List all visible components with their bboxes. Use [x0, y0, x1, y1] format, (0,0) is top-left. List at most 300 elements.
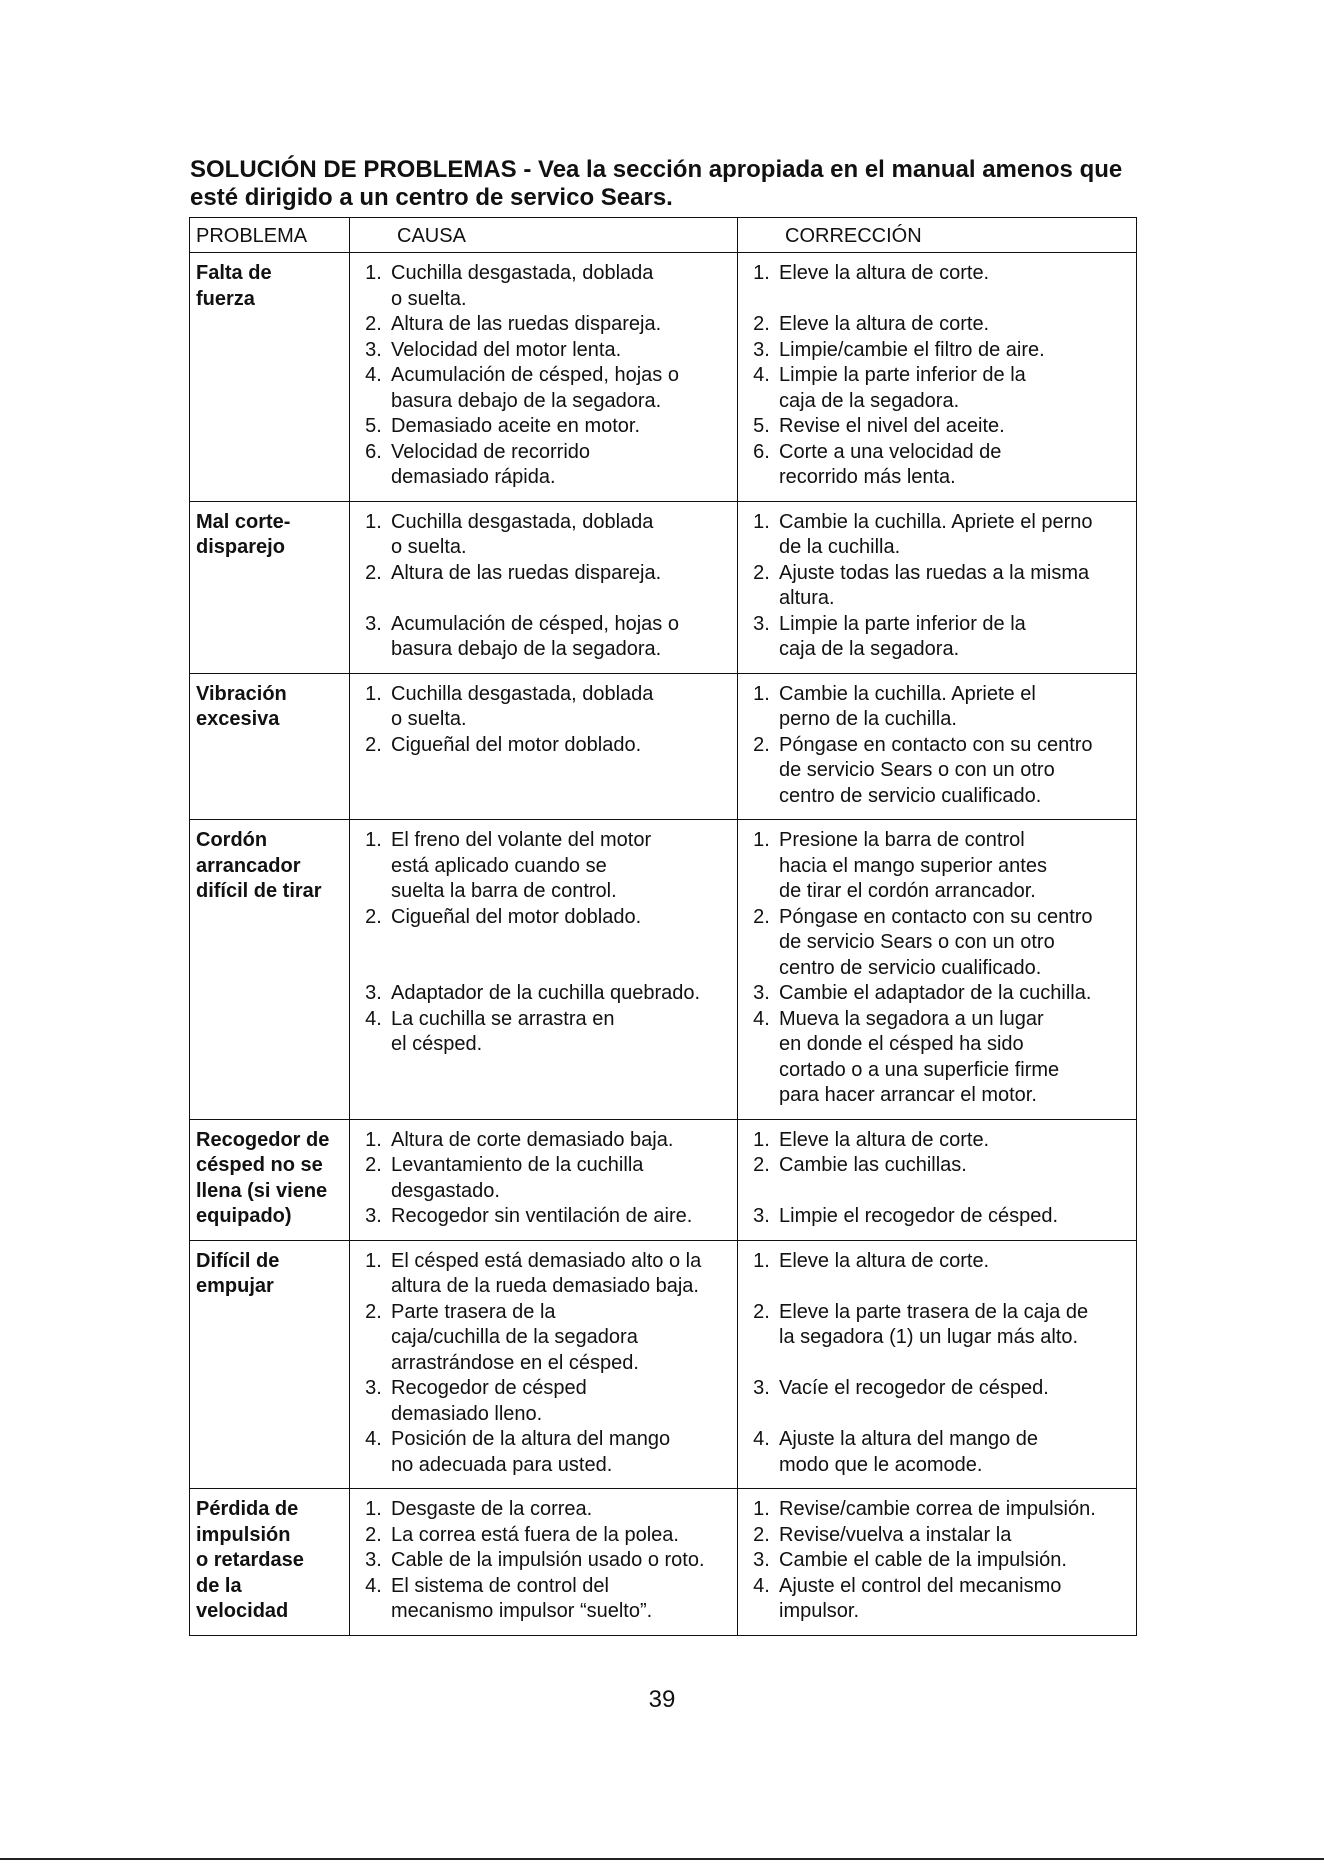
- correction-number: 3.: [753, 1205, 770, 1227]
- correction-item: [744, 414, 1130, 440]
- correction-text-line: para hacer arrancar el motor.: [779, 1084, 1037, 1106]
- cause-number: 3.: [365, 338, 382, 361]
- correction-text: [779, 510, 1130, 561]
- correction-text: [779, 440, 1130, 491]
- correction-number: 4.: [753, 1574, 770, 1597]
- correction-item: [744, 1497, 1130, 1523]
- correction-text-line: de la cuchilla.: [779, 536, 901, 558]
- blank-line: [391, 586, 731, 612]
- correction-item: [744, 905, 1130, 982]
- cause-item: [356, 1548, 731, 1574]
- correction-text: [779, 363, 1130, 414]
- cause-text: [391, 1376, 731, 1427]
- cause-text: [391, 414, 731, 440]
- cause-cell: [350, 1119, 738, 1240]
- correction-cell: [738, 1489, 1137, 1636]
- correction-text: [779, 261, 1130, 312]
- correction-cell: [738, 820, 1137, 1120]
- correction-text-line: Presione la barra de control: [779, 829, 1025, 851]
- correction-number: 1.: [753, 829, 770, 851]
- correction-text-line: la segadora (1) un lugar más alto.: [779, 1326, 1079, 1348]
- correction-text-line: Corte a una velocidad de: [779, 440, 1002, 463]
- cause-number: 2.: [365, 733, 382, 756]
- cause-text-line: Cable de la impulsión usado o roto.: [391, 1549, 705, 1571]
- correction-item: [744, 1574, 1130, 1625]
- cause-item: [356, 682, 731, 733]
- correction-item: [744, 733, 1130, 810]
- correction-text: [779, 1497, 1130, 1523]
- correction-number: 1.: [753, 1498, 770, 1520]
- cause-item: [356, 261, 731, 312]
- correction-item: [744, 828, 1130, 905]
- correction-text-line: Eleve la altura de corte.: [779, 1128, 990, 1151]
- correction-text: [779, 1574, 1130, 1625]
- cause-text-line: El sistema de control del: [391, 1574, 609, 1597]
- cause-item: [356, 1300, 731, 1377]
- cause-item: [356, 981, 731, 1007]
- correction-number: 2.: [753, 733, 770, 756]
- correction-text-line: Cambie el adaptador de la cuchilla.: [779, 982, 1092, 1004]
- cause-text: [391, 905, 731, 982]
- correction-text-line: centro de servicio cualificado.: [779, 784, 1042, 807]
- correction-cell: [738, 253, 1137, 502]
- cause-number: 6.: [365, 440, 382, 463]
- cause-item: [356, 1497, 731, 1523]
- correction-text-line: de servicio Sears o con un otro: [779, 759, 1055, 781]
- cause-text: [391, 1128, 731, 1154]
- cause-cell: [350, 1489, 738, 1636]
- blank-line: [779, 1402, 1130, 1428]
- correction-text-line: Cambie el cable de la impulsión.: [779, 1549, 1067, 1571]
- correction-text-line: Limpie el recogedor de césped.: [779, 1205, 1059, 1227]
- cause-number: 3.: [365, 1549, 382, 1571]
- correction-text-line: Cambie las cuchillas.: [779, 1154, 967, 1176]
- cause-text: [391, 1548, 731, 1574]
- correction-text: [779, 1300, 1130, 1377]
- cause-text-line: Cigueñal del motor doblado.: [391, 905, 642, 928]
- correction-text: [779, 338, 1130, 364]
- cause-item: [356, 905, 731, 982]
- page-number: 39: [648, 1686, 676, 1713]
- correction-cell: [738, 501, 1137, 673]
- table-row: [190, 1489, 1137, 1636]
- problem-label-line: difícil de tirar: [196, 880, 322, 902]
- correction-number: 1.: [753, 1128, 770, 1151]
- cause-text-line: demasiado lleno.: [391, 1402, 543, 1425]
- correction-item: [744, 1204, 1130, 1230]
- correction-text: [779, 733, 1130, 810]
- problem-cell: [190, 1240, 350, 1489]
- correction-number: 2.: [753, 561, 770, 584]
- correction-text: [779, 1007, 1130, 1109]
- cause-item: [356, 338, 731, 364]
- cause-text-line: Cuchilla desgastada, doblada: [391, 682, 654, 705]
- correction-item: [744, 312, 1130, 338]
- correction-number: 4.: [753, 1428, 770, 1450]
- header-problema: PROBLEMA: [190, 218, 350, 253]
- cause-text-line: mecanismo impulsor “suelto”.: [391, 1600, 653, 1622]
- problem-label-line: empujar: [196, 1275, 274, 1297]
- correction-number: 2.: [753, 905, 770, 928]
- cause-text-line: La correa está fuera de la polea.: [391, 1523, 679, 1546]
- cause-text-line: Recogedor sin ventilación de aire.: [391, 1205, 693, 1227]
- cause-item: [356, 1427, 731, 1478]
- correction-text: [779, 1153, 1130, 1204]
- cause-text-line: Cuchilla desgastada, doblada: [391, 510, 654, 533]
- cause-item: [356, 1153, 731, 1204]
- cause-text-line: Altura de corte demasiado baja.: [391, 1128, 674, 1151]
- table-row: [190, 1240, 1137, 1489]
- correction-text: [779, 1204, 1130, 1230]
- correction-cell: [738, 1240, 1137, 1489]
- correction-text-line: Eleve la parte trasera de la caja de: [779, 1300, 1089, 1323]
- correction-text: [779, 1128, 1130, 1154]
- problem-label-line: Falta de: [196, 262, 272, 284]
- cause-text-line: Acumulación de césped, hojas o: [391, 364, 679, 386]
- cause-text-line: Desgaste de la correa.: [391, 1498, 593, 1520]
- cause-text-line: está aplicado cuando se: [391, 854, 607, 877]
- correction-number: 2.: [753, 1300, 770, 1323]
- correction-text-line: Eleve la altura de corte.: [779, 313, 990, 335]
- correction-item: [744, 1300, 1130, 1377]
- cause-text: [391, 1497, 731, 1523]
- problem-label-line: disparejo: [196, 536, 285, 558]
- cause-text-line: arrastrándose en el césped.: [391, 1351, 639, 1374]
- problem-label-line: fuerza: [196, 287, 255, 310]
- correction-number: 3.: [753, 1549, 770, 1571]
- cause-text-line: o suelta.: [391, 536, 467, 558]
- cause-text: [391, 312, 731, 338]
- cause-number: 3.: [365, 982, 382, 1004]
- correction-text-line: de tirar el cordón arrancador.: [779, 880, 1036, 902]
- correction-item: [744, 1427, 1130, 1478]
- cause-text: [391, 440, 731, 491]
- correction-text: [779, 1427, 1130, 1478]
- correction-text-line: Limpie/cambie el filtro de aire.: [779, 338, 1045, 361]
- cause-item: [356, 828, 731, 905]
- cause-item: [356, 363, 731, 414]
- cause-number: 1.: [365, 1128, 382, 1151]
- cause-cell: [350, 673, 738, 820]
- problem-label-line: equipado): [196, 1205, 292, 1227]
- cause-text: [391, 338, 731, 364]
- cause-text: [391, 1153, 731, 1204]
- blank-line: [391, 956, 731, 982]
- cause-item: [356, 1574, 731, 1625]
- cause-item: [356, 1376, 731, 1427]
- correction-cell: [738, 1119, 1137, 1240]
- table-header-row: [190, 218, 1137, 253]
- cause-text: [391, 1427, 731, 1478]
- problem-label-line: de la: [196, 1574, 242, 1597]
- cause-item: [356, 1249, 731, 1300]
- cause-text-line: el césped.: [391, 1033, 483, 1055]
- cause-text-line: Altura de las ruedas dispareja.: [391, 313, 662, 335]
- bottom-rule: [0, 1858, 1324, 1860]
- cause-text-line: basura debajo de la segadora.: [391, 389, 662, 412]
- correction-text-line: Vacíe el recogedor de césped.: [779, 1377, 1049, 1399]
- problem-label-line: impulsión: [196, 1523, 291, 1546]
- cause-text: [391, 363, 731, 414]
- blank-line: [779, 1351, 1130, 1377]
- cause-text-line: desgastado.: [391, 1179, 500, 1202]
- correction-cell: [738, 673, 1137, 820]
- cause-text-line: suelta la barra de control.: [391, 880, 617, 902]
- cause-text-line: o suelta.: [391, 287, 467, 310]
- correction-number: 6.: [753, 440, 770, 463]
- troubleshooting-table: [189, 217, 1137, 1636]
- cause-number: 3.: [365, 1205, 382, 1227]
- cause-number: 4.: [365, 1574, 382, 1597]
- cause-text-line: demasiado rápida.: [391, 466, 556, 488]
- correction-text-line: recorrido más lenta.: [779, 466, 956, 488]
- correction-number: 3.: [753, 612, 770, 635]
- correction-text: [779, 905, 1130, 982]
- cause-item: [356, 414, 731, 440]
- correction-item: [744, 1007, 1130, 1109]
- correction-item: [744, 1249, 1130, 1300]
- correction-item: [744, 612, 1130, 663]
- cause-text-line: Parte trasera de la: [391, 1300, 556, 1323]
- correction-number: 4.: [753, 1007, 770, 1030]
- cause-item: [356, 561, 731, 612]
- cause-item: [356, 510, 731, 561]
- cause-text-line: Acumulación de césped, hojas o: [391, 612, 679, 635]
- cause-item: [356, 1007, 731, 1058]
- problem-cell: [190, 820, 350, 1120]
- problem-label-line: llena (si viene: [196, 1179, 328, 1202]
- correction-item: [744, 1153, 1130, 1204]
- correction-text: [779, 981, 1130, 1007]
- cause-cell: [350, 253, 738, 502]
- cause-text-line: La cuchilla se arrastra en: [391, 1007, 615, 1030]
- problem-cell: [190, 253, 350, 502]
- table-row: [190, 501, 1137, 673]
- correction-text: [779, 682, 1130, 733]
- cause-text-line: Recogedor de césped: [391, 1377, 587, 1399]
- cause-number: 2.: [365, 1300, 382, 1323]
- correction-text-line: caja de la segadora.: [779, 638, 960, 660]
- cause-number: 4.: [365, 364, 382, 386]
- cause-text: [391, 733, 731, 759]
- cause-text: [391, 682, 731, 733]
- cause-text: [391, 828, 731, 905]
- cause-number: 1.: [365, 510, 382, 533]
- cause-item: [356, 1523, 731, 1549]
- correction-item: [744, 363, 1130, 414]
- header-causa: CAUSA: [350, 218, 738, 253]
- cause-text: [391, 1249, 731, 1300]
- correction-text-line: Ajuste el control del mecanismo: [779, 1574, 1062, 1597]
- correction-text-line: Ajuste la altura del mango de: [779, 1428, 1039, 1450]
- correction-number: 3.: [753, 982, 770, 1004]
- correction-text-line: Ajuste todas las ruedas a la misma: [779, 561, 1090, 584]
- correction-text: [779, 312, 1130, 338]
- cause-text: [391, 1523, 731, 1549]
- problem-label-line: arrancador: [196, 854, 301, 877]
- cause-number: 3.: [365, 1377, 382, 1399]
- correction-text-line: Revise/cambie correa de impulsión.: [779, 1498, 1096, 1520]
- problem-label-line: velocidad: [196, 1600, 289, 1622]
- correction-text-line: centro de servicio cualificado.: [779, 956, 1042, 979]
- page-title: [190, 156, 1150, 212]
- problem-label-line: Cordón: [196, 829, 268, 851]
- problem-cell: [190, 501, 350, 673]
- title-line-1: SOLUCIÓN DE PROBLEMAS - Vea la sección apropiada en el manual amenos que: [190, 156, 1123, 183]
- header-correccion: CORRECCIÓN: [738, 218, 1137, 253]
- cause-text: [391, 1204, 731, 1230]
- correction-text-line: Cambie la cuchilla. Apriete el: [779, 682, 1036, 705]
- problem-label-line: Mal corte-: [196, 510, 291, 533]
- cause-text-line: Velocidad del motor lenta.: [391, 338, 622, 361]
- problem-label-line: o retardase: [196, 1549, 304, 1571]
- cause-text-line: Cigueñal del motor doblado.: [391, 733, 642, 756]
- cause-cell: [350, 820, 738, 1120]
- correction-text: [779, 828, 1130, 905]
- correction-text: [779, 612, 1130, 663]
- cause-text-line: o suelta.: [391, 708, 467, 730]
- correction-text: [779, 1548, 1130, 1574]
- cause-number: 1.: [365, 682, 382, 705]
- cause-text-line: El césped está demasiado alto o la: [391, 1249, 702, 1272]
- blank-line: [779, 1179, 1130, 1205]
- problem-label-line: césped no se: [196, 1154, 323, 1176]
- cause-item: [356, 1128, 731, 1154]
- problem-cell: [190, 673, 350, 820]
- cause-text-line: basura debajo de la segadora.: [391, 638, 662, 660]
- correction-text-line: Cambie la cuchilla. Apriete el perno: [779, 510, 1093, 533]
- cause-text-line: El freno del volante del motor: [391, 829, 652, 851]
- correction-item: [744, 682, 1130, 733]
- correction-text-line: de servicio Sears o con un otro: [779, 931, 1055, 953]
- correction-item: [744, 1523, 1130, 1549]
- cause-item: [356, 312, 731, 338]
- problem-cell: [190, 1119, 350, 1240]
- cause-number: 4.: [365, 1007, 382, 1030]
- cause-text-line: Cuchilla desgastada, doblada: [391, 262, 654, 284]
- problem-label-line: Vibración: [196, 682, 287, 705]
- cause-text-line: Demasiado aceite en motor.: [391, 415, 641, 437]
- cause-number: 2.: [365, 313, 382, 335]
- problem-label-line: Difícil de: [196, 1249, 280, 1272]
- cause-text-line: Adaptador de la cuchilla quebrado.: [391, 982, 701, 1004]
- correction-text-line: Revise el nivel del aceite.: [779, 415, 1005, 437]
- correction-text-line: Eleve la altura de corte.: [779, 1249, 990, 1272]
- problem-label-line: excesiva: [196, 708, 280, 730]
- correction-text-line: Limpie la parte inferior de la: [779, 612, 1026, 635]
- correction-item: [744, 1548, 1130, 1574]
- correction-item: [744, 440, 1130, 491]
- cause-text-line: Levantamiento de la cuchilla: [391, 1154, 644, 1176]
- title-line-2: esté dirigido a un centro de servico Sears.: [190, 184, 673, 211]
- correction-text-line: Revise/vuelva a instalar la: [779, 1523, 1012, 1546]
- correction-item: [744, 510, 1130, 561]
- correction-number: 1.: [753, 1249, 770, 1272]
- correction-text: [779, 414, 1130, 440]
- correction-text: [779, 1376, 1130, 1427]
- correction-item: [744, 561, 1130, 612]
- cause-item: [356, 440, 731, 491]
- problem-label-line: Pérdida de: [196, 1498, 299, 1520]
- cause-text: [391, 612, 731, 663]
- correction-text-line: hacia el mango superior antes: [779, 854, 1047, 877]
- cause-number: 1.: [365, 829, 382, 851]
- blank-line: [779, 1274, 1130, 1300]
- cause-text: [391, 981, 731, 1007]
- correction-number: 1.: [753, 510, 770, 533]
- correction-item: [744, 338, 1130, 364]
- correction-text-line: altura.: [779, 587, 835, 609]
- cause-text-line: Posición de la altura del mango: [391, 1428, 671, 1450]
- correction-text-line: Póngase en contacto con su centro: [779, 733, 1093, 756]
- cause-item: [356, 612, 731, 663]
- correction-number: 1.: [753, 262, 770, 284]
- correction-number: 2.: [753, 313, 770, 335]
- blank-line: [391, 930, 731, 956]
- cause-number: 1.: [365, 262, 382, 284]
- table-row: [190, 253, 1137, 502]
- correction-number: 1.: [753, 682, 770, 705]
- cause-number: 2.: [365, 1523, 382, 1546]
- cause-text: [391, 1300, 731, 1377]
- correction-text-line: Eleve la altura de corte.: [779, 262, 990, 284]
- cause-text: [391, 261, 731, 312]
- correction-item: [744, 1128, 1130, 1154]
- correction-text-line: Mueva la segadora a un lugar: [779, 1007, 1044, 1030]
- correction-text-line: Póngase en contacto con su centro: [779, 905, 1093, 928]
- cause-number: 4.: [365, 1428, 382, 1450]
- cause-text: [391, 1007, 731, 1058]
- correction-text-line: Limpie la parte inferior de la: [779, 364, 1026, 386]
- cause-text-line: no adecuada para usted.: [391, 1453, 613, 1476]
- cause-text: [391, 510, 731, 561]
- blank-line: [779, 287, 1130, 313]
- correction-text-line: cortado o a una superficie firme: [779, 1058, 1060, 1081]
- correction-item: [744, 261, 1130, 312]
- cause-number: 1.: [365, 1249, 382, 1272]
- correction-text-line: impulsor.: [779, 1600, 860, 1622]
- problem-label-line: Recogedor de: [196, 1128, 330, 1151]
- cause-cell: [350, 1240, 738, 1489]
- cause-text-line: altura de la rueda demasiado baja.: [391, 1275, 699, 1297]
- correction-text-line: en donde el césped ha sido: [779, 1033, 1024, 1055]
- correction-number: 2.: [753, 1523, 770, 1546]
- correction-number: 2.: [753, 1154, 770, 1176]
- correction-text: [779, 561, 1130, 612]
- correction-number: 4.: [753, 364, 770, 386]
- cause-item: [356, 1204, 731, 1230]
- correction-number: 3.: [753, 1377, 770, 1399]
- cause-number: 1.: [365, 1498, 382, 1520]
- cause-number: 2.: [365, 905, 382, 928]
- cause-text: [391, 561, 731, 612]
- correction-text-line: perno de la cuchilla.: [779, 708, 957, 730]
- table-row: [190, 1119, 1137, 1240]
- table-row: [190, 673, 1137, 820]
- correction-text: [779, 1249, 1130, 1300]
- cause-number: 3.: [365, 612, 382, 635]
- problem-cell: [190, 1489, 350, 1636]
- correction-item: [744, 981, 1130, 1007]
- correction-item: [744, 1376, 1130, 1427]
- cause-text: [391, 1574, 731, 1625]
- correction-text-line: caja de la segadora.: [779, 389, 960, 412]
- cause-text-line: caja/cuchilla de la segadora: [391, 1326, 638, 1348]
- cause-number: 5.: [365, 415, 382, 437]
- cause-text-line: Velocidad de recorrido: [391, 440, 591, 463]
- correction-number: 5.: [753, 415, 770, 437]
- correction-number: 3.: [753, 338, 770, 361]
